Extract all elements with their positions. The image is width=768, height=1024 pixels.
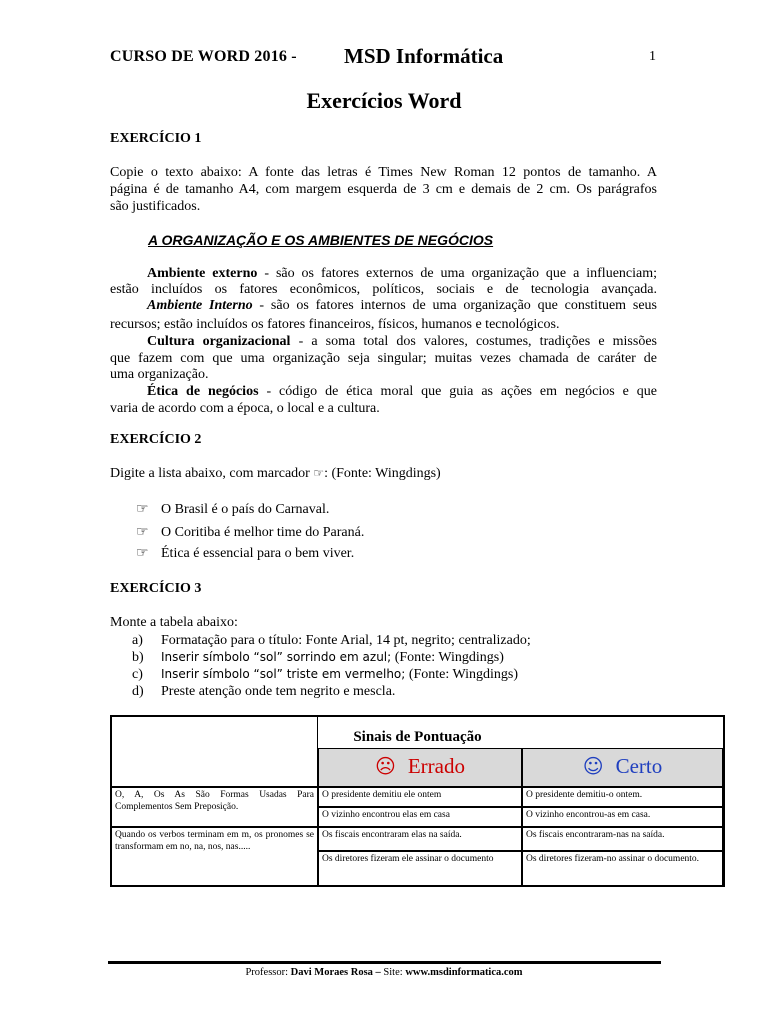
paragraph-1-line-2: estão incluídos os fatores econômicos, políticos, sociais e de tecnologia avançada. — [110, 282, 657, 297]
list-item — [136, 544, 354, 563]
list-letter: b) — [132, 650, 144, 665]
row-2-label: Quando os verbos terminam em m, os pronomes se transformam em no, na, nos, nas..... — [112, 827, 318, 885]
paragraph-4-text-a: - código de ética moral que guia as ações em negócios e que — [258, 384, 658, 399]
page-header — [110, 44, 656, 72]
exercise-1-intro-line-2: página é de tamanho A4, com margem esquerda de 3 cm e demais de 2 cm. Os parágrafos — [110, 182, 657, 197]
exercise-2-intro — [110, 465, 657, 483]
pointing-hand-icon: ☞ — [136, 524, 149, 540]
list-text-tail: (Fonte: Wingdings) — [405, 667, 519, 682]
exercise-2-intro-text: Digite a lista abaixo, com marcador — [110, 466, 314, 481]
list-letter: c) — [132, 667, 143, 682]
pointing-hand-icon: ☞ — [136, 501, 149, 517]
paragraph-3-line-2: que fazem com que uma organização seja singular; muitas vezes chamada de caráter de — [110, 351, 657, 366]
row-1-right-a: O presidente demitiu-o ontem. — [522, 787, 723, 807]
paragraph-2-text-a: - são os fatores internos de uma organização que constituem seus — [252, 298, 657, 313]
list-text: Preste atenção onde tem negrito e mescla. — [161, 684, 396, 699]
list-text: Formatação para o título: Fonte Arial, 14 pt, negrito; centralizado; — [161, 633, 531, 648]
table-empty-cell — [112, 717, 318, 787]
exercise-2-intro-font: : (Fonte: Wingdings) — [324, 466, 441, 481]
sad-face-icon: ☹ — [375, 754, 396, 778]
term-etica-de-negocios: Ética de negócios — [147, 384, 259, 399]
ordered-list-item — [132, 683, 395, 701]
list-item-text: O Coritiba é melhor time do Paraná. — [161, 525, 365, 540]
paragraph-4-line-2: varia de acordo com a época, o local e a cultura. — [110, 401, 380, 416]
term-cultura-organizacional: Cultura organizacional — [147, 334, 291, 349]
exercise-2-heading: EXERCÍCIO 2 — [110, 432, 202, 447]
exercise-3-heading: EXERCÍCIO 3 — [110, 581, 202, 596]
ordered-list-item — [132, 632, 531, 650]
paragraph-4-line-1 — [110, 383, 657, 401]
footer-divider — [108, 961, 661, 964]
row-2-wrong-a: Os fiscais encontraram elas na saída. — [318, 827, 522, 851]
section-subtitle: A ORGANIZAÇÃO E OS AMBIENTES DE NEGÓCIOS — [148, 232, 494, 248]
list-item-text: Ética é essencial para o bem viver. — [161, 546, 355, 561]
pointing-hand-icon: ☞ — [313, 466, 325, 480]
list-text-tail: (Fonte: Wingdings) — [391, 650, 504, 665]
list-text: Inserir símbolo “sol” triste em vermelho; — [161, 667, 406, 681]
footer-site-label: Site: — [383, 967, 406, 978]
page-number: 1 — [649, 49, 656, 64]
paragraph-2-line-2: recursos; estão incluídos os fatores financeiros, físicos, humanos e tecnológicos. — [110, 317, 560, 332]
page-footer — [0, 967, 768, 978]
header-right-label: Certo — [615, 754, 663, 778]
paragraph-3-text-a: - a soma total dos valores, costumes, tradições e missões — [290, 334, 657, 349]
row-1-wrong-a: O presidente demitiu ele ontem — [318, 787, 522, 807]
row-2-wrong-b: Os diretores fizeram ele assinar o documento — [318, 851, 522, 885]
list-item-text: O Brasil é o país do Carnaval. — [161, 502, 330, 517]
ordered-list-item — [132, 666, 518, 684]
paragraph-2-line-1 — [110, 297, 657, 315]
row-2-right-b: Os diretores fizeram-no assinar o documento. — [522, 851, 723, 885]
punctuation-table — [110, 715, 725, 887]
footer-label: Professor: — [245, 967, 291, 978]
row-2-right-a: Os fiscais encontraram-nas na saída. — [522, 827, 723, 851]
footer-site-link[interactable]: www.msdinformatica.com — [405, 967, 523, 978]
row-1-right-b: O vizinho encontrou-as em casa. — [522, 807, 723, 827]
header-right — [522, 748, 723, 787]
table-title: Sinais de Pontuação — [353, 729, 482, 745]
list-letter: a) — [132, 633, 143, 648]
term-ambiente-interno: Ambiente Interno — [147, 298, 253, 313]
header-wrong — [318, 748, 522, 787]
list-text: Inserir símbolo “sol” sorrindo em azul; — [161, 650, 392, 664]
paragraph-3-line-3: uma organização. — [110, 367, 209, 382]
paragraph-1-line-1 — [110, 265, 657, 283]
exercise-1-intro-line-1: Copie o texto abaixo: A fonte das letras é Times New Roman 12 pontos de tamanho. A — [110, 165, 657, 180]
row-1-wrong-b: O vizinho encontrou elas em casa — [318, 807, 522, 827]
list-item — [136, 523, 364, 542]
exercise-1-heading: EXERCÍCIO 1 — [110, 131, 202, 146]
paragraph-1-text-a: - são os fatores externos de uma organização que a influenciam; — [257, 266, 658, 281]
row-1-label: O, A, Os As São Formas Usadas Para Complementos Sem Preposição. — [112, 787, 318, 827]
happy-face-icon: ☺ — [582, 754, 604, 778]
list-letter: d) — [132, 684, 144, 699]
course-title: CURSO DE WORD 2016 - — [110, 48, 297, 65]
header-wrong-label: Errado — [407, 754, 465, 778]
list-item — [136, 500, 329, 519]
ordered-list-item — [132, 649, 504, 667]
paragraph-3-line-1 — [110, 333, 657, 351]
exercise-3-intro: Monte a tabela abaixo: — [110, 615, 238, 630]
brand-name: MSD Informática — [344, 44, 504, 68]
term-ambiente-externo: Ambiente externo — [147, 266, 258, 281]
pointing-hand-icon: ☞ — [136, 545, 149, 561]
footer-author: Davi Moraes Rosa – — [290, 967, 384, 978]
document-title: Exercícios Word — [306, 88, 462, 113]
exercise-1-intro-line-3: são justificados. — [110, 199, 201, 214]
